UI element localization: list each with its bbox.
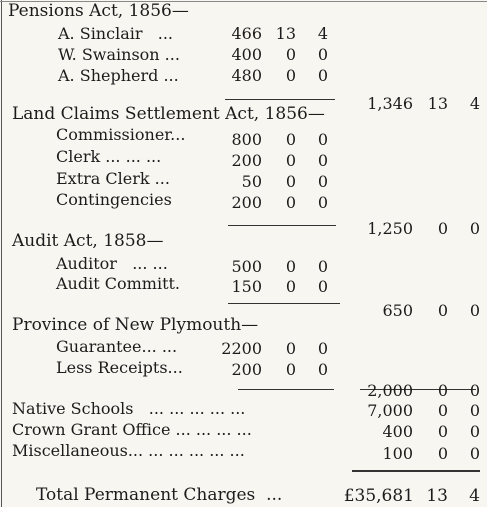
grand-total-shillings: 13: [426, 486, 448, 506]
item-pence: 0: [317, 66, 328, 85]
subtotal-rule: [225, 99, 335, 100]
line-pence: 0: [469, 401, 480, 420]
item-label: Extra Clerk ...: [56, 169, 170, 188]
section-total-shillings: 0: [437, 219, 448, 238]
item-pence: 0: [317, 277, 328, 296]
line-shillings: 0: [437, 401, 448, 420]
item-pounds: 400: [231, 45, 262, 64]
item-pounds: 150: [231, 277, 262, 296]
item-pounds: 200: [231, 360, 262, 379]
item-shillings: 0: [285, 66, 296, 85]
item-pounds: 500: [231, 257, 262, 276]
line-pounds: 100: [382, 444, 413, 463]
line-native-schools: Native Schools ... ... ... ... ...: [12, 399, 246, 418]
item-pence: 0: [317, 45, 328, 64]
section-total-pence: 4: [469, 94, 480, 113]
line-pence: 0: [469, 444, 480, 463]
section-heading-new-plymouth: Province of New Plymouth—: [12, 315, 259, 335]
line-crown-grant-office: Crown Grant Office ... ... ... ...: [12, 420, 252, 439]
item-pounds: 466: [231, 24, 262, 43]
grand-total-rule: [352, 470, 480, 472]
section-heading-pensions: Pensions Act, 1856—: [8, 1, 189, 21]
subtotal-rule: [228, 303, 340, 304]
line-miscellaneous: Miscellaneous... ... ... ... ... ...: [12, 441, 245, 460]
item-shillings: 0: [285, 151, 296, 170]
item-pounds: 480: [231, 66, 262, 85]
item-pence: 0: [317, 257, 328, 276]
item-pounds: 2200: [221, 339, 262, 358]
item-label: A. Shepherd ...: [58, 66, 179, 85]
item-pence: 0: [317, 360, 328, 379]
item-pence: 4: [317, 24, 328, 43]
item-shillings: 0: [285, 339, 296, 358]
section-total-pounds: 650: [382, 301, 413, 320]
item-label: Contingencies: [56, 190, 172, 209]
item-pence: 0: [317, 151, 328, 170]
item-shillings: 13: [275, 24, 296, 43]
line-pounds: 400: [382, 422, 413, 441]
item-shillings: 0: [285, 257, 296, 276]
subtotal-rule: [238, 389, 334, 390]
section-total-shillings: 0: [437, 381, 448, 400]
line-pounds: 7,000: [367, 401, 413, 420]
section-heading-audit: Audit Act, 1858—: [12, 231, 164, 251]
item-shillings: 0: [285, 360, 296, 379]
item-pence: 0: [317, 193, 328, 212]
grand-total-label: Total Permanent Charges ...: [36, 485, 283, 505]
item-shillings: 0: [285, 172, 296, 191]
section-total-shillings: 13: [427, 94, 448, 113]
item-pounds: 800: [231, 130, 262, 149]
item-shillings: 0: [285, 277, 296, 296]
item-label: Commissioner...: [56, 125, 186, 144]
item-pence: 0: [317, 339, 328, 358]
left-margin-rule: [1, 0, 2, 507]
line-pence: 0: [469, 422, 480, 441]
item-label: Auditor ... ...: [56, 254, 168, 273]
item-label: Audit Committ.: [56, 274, 181, 293]
item-shillings: 0: [285, 45, 296, 64]
subtotal-rule: [228, 225, 336, 226]
line-shillings: 0: [437, 422, 448, 441]
item-label: W. Swainson ...: [58, 45, 180, 64]
item-pounds: 50: [241, 172, 262, 191]
item-label: Guarantee... ...: [56, 337, 178, 356]
section-total-pounds: 1,346: [367, 94, 413, 113]
item-label: Less Receipts...: [56, 358, 183, 377]
item-pounds: 200: [231, 193, 262, 212]
grand-total-pence: 4: [469, 486, 480, 506]
section-total-pence: 0: [469, 219, 480, 238]
item-pence: 0: [317, 172, 328, 191]
section-total-pounds: 1,250: [367, 219, 413, 238]
grand-total-pounds: £35,681: [343, 486, 414, 506]
item-shillings: 0: [285, 130, 296, 149]
section-total-pence: 0: [469, 381, 480, 400]
item-pence: 0: [317, 130, 328, 149]
section-heading-land-claims: Land Claims Settlement Act, 1856—: [12, 104, 325, 124]
item-pounds: 200: [231, 151, 262, 170]
section-total-shillings: 0: [437, 301, 448, 320]
item-label: Clerk ... ... ...: [56, 147, 162, 166]
section-total-pence: 0: [469, 301, 480, 320]
section-total-pounds: 2,000: [367, 381, 413, 400]
item-label: A. Sinclair ...: [58, 24, 174, 43]
item-shillings: 0: [285, 193, 296, 212]
line-shillings: 0: [437, 444, 448, 463]
